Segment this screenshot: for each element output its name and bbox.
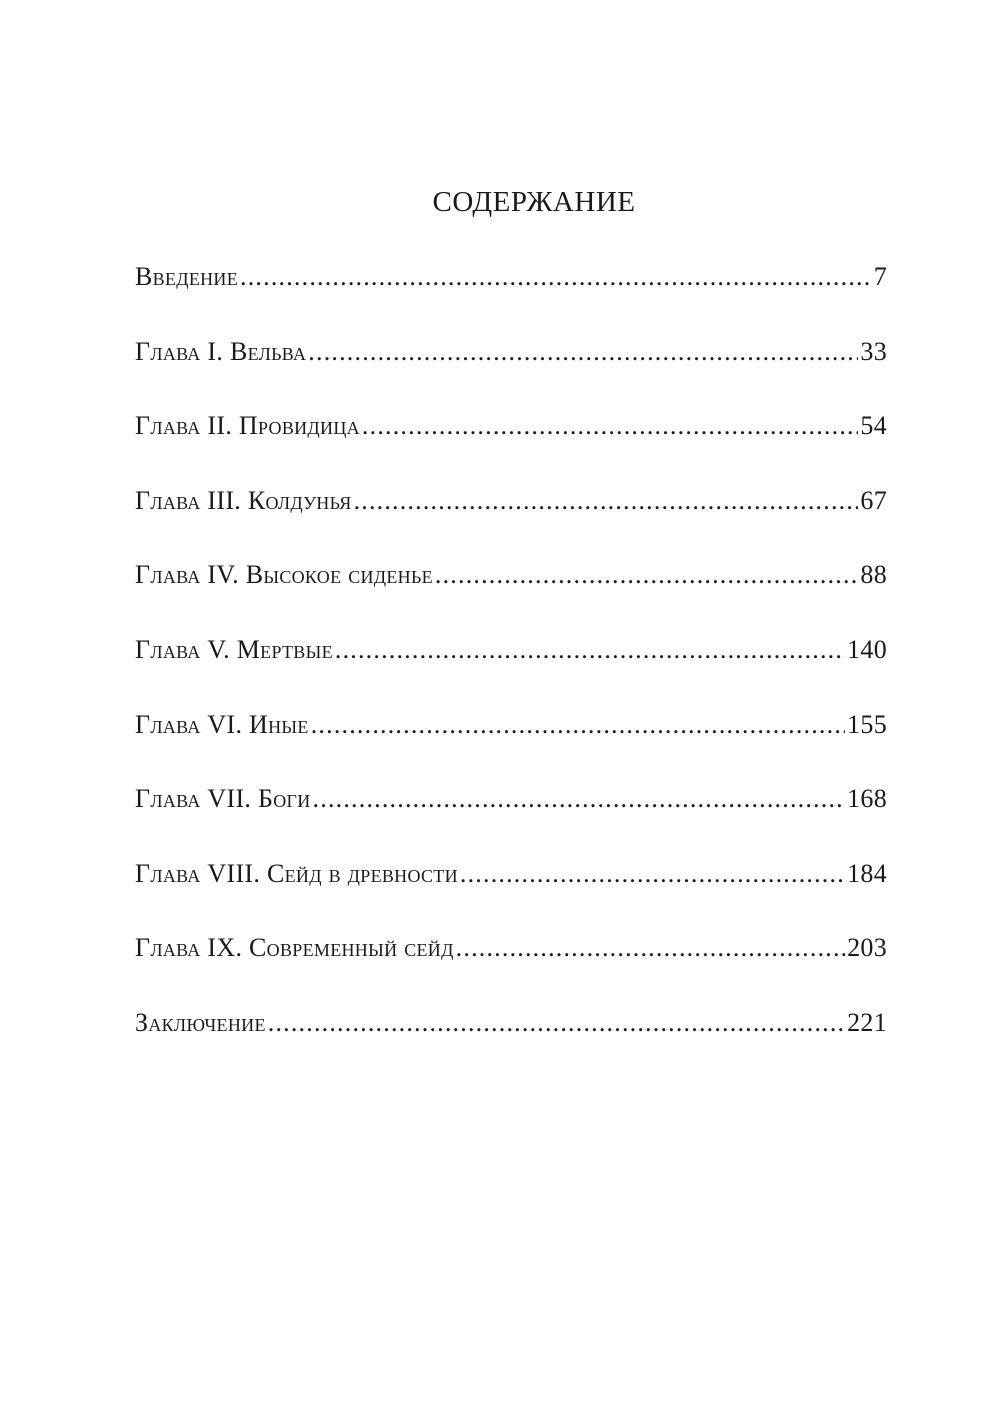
toc-entry-label: Глава IV. Высокое сиденье (135, 560, 433, 590)
toc-entry-label: Заключение (135, 1007, 266, 1037)
toc-entry (135, 859, 887, 934)
toc-entry (135, 337, 887, 412)
toc-entry-label: Глава VI. Иные (135, 709, 309, 739)
toc-entry-label: Глава I. Вельва (135, 336, 307, 366)
toc-entry-page: 221 (847, 1007, 887, 1037)
toc-entry (135, 411, 887, 486)
toc-entry-page: 168 (847, 784, 887, 814)
dot-leader (240, 262, 872, 292)
toc-entry-label: Глава IX. Современный сейд (135, 933, 454, 963)
toc-entry-page: 140 (847, 634, 887, 664)
dot-leader (268, 1008, 845, 1038)
toc-entry (135, 1008, 887, 1083)
toc-entry (135, 262, 887, 337)
toc-entry-page: 203 (847, 933, 887, 963)
toc-entry (135, 933, 887, 1008)
toc-entry (135, 486, 887, 561)
toc-entry-page: 54 (860, 411, 887, 441)
toc-entry-label: Глава V. Мертвые (135, 634, 333, 664)
toc-entry (135, 710, 887, 785)
toc-entry-label: Введение (135, 262, 239, 291)
toc-entry-page: 7 (873, 262, 887, 291)
page-title: СОДЕРЖАНИЕ (432, 186, 636, 218)
toc-entry-page: 67 (860, 485, 887, 515)
toc-entry-page: 155 (847, 709, 887, 739)
dot-leader (335, 635, 845, 665)
toc-entry-label: Глава II. Провидица (135, 411, 360, 441)
dot-leader (354, 486, 859, 516)
dot-leader (460, 859, 845, 889)
dot-leader (313, 784, 846, 814)
toc-entry-page: 184 (847, 858, 887, 888)
toc-entry-page: 33 (860, 336, 887, 366)
toc-entry-page: 88 (860, 560, 887, 590)
toc-entry-label: Глава VIII. Сейд в древности (135, 858, 458, 888)
dot-leader (308, 337, 858, 367)
table-of-contents (135, 262, 887, 1083)
dot-leader (435, 560, 858, 590)
dot-leader (362, 411, 858, 441)
dot-leader (456, 933, 845, 963)
toc-entry (135, 784, 887, 859)
toc-entry (135, 635, 887, 710)
toc-entry (135, 560, 887, 635)
toc-entry-label: Глава VII. Боги (135, 784, 311, 814)
dot-leader (311, 710, 845, 740)
toc-entry-label: Глава III. Колдунья (135, 485, 352, 515)
